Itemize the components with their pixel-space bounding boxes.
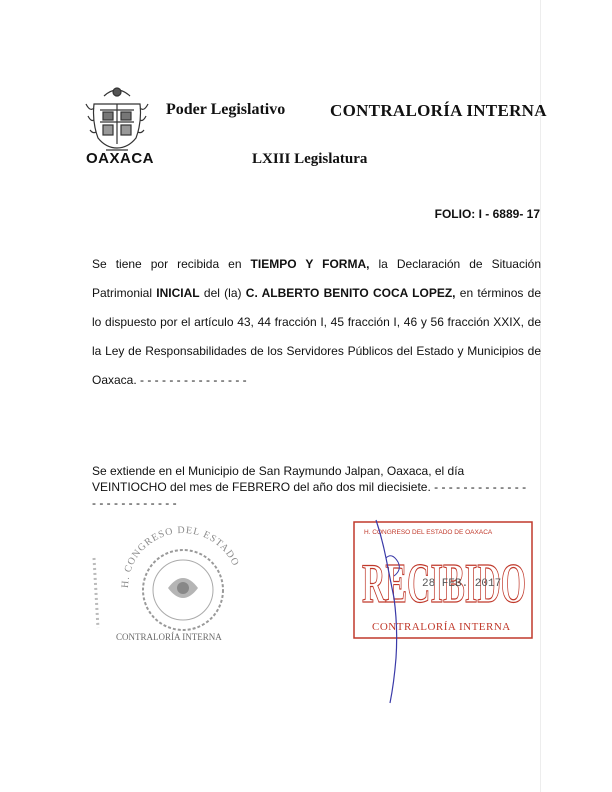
stamp-received-word: RECIBIDO	[362, 553, 526, 615]
signature-mark	[368, 518, 428, 708]
body-bold-inicial: INICIAL	[156, 286, 200, 300]
folio-number: I - 6889- 17	[478, 207, 540, 221]
legislature-title: LXIII Legislatura	[252, 151, 368, 167]
body-bold-time: TIEMPO Y FORMA,	[250, 257, 370, 271]
seal-inner-text: CONTRALORÍA INTERNA	[116, 632, 222, 642]
body-text-1: Se tiene por recibida en	[92, 257, 251, 271]
stamp-top-text: H. CONGRESO DEL ESTADO DE OAXACA	[364, 529, 493, 536]
dept-name: CONTRALORÍA INTERNA	[330, 101, 547, 120]
state-name: OAXACA	[86, 150, 155, 167]
official-seal-left	[88, 508, 278, 658]
body-text-2: la Declaración de Situación Patrimonial	[92, 257, 541, 300]
folio-line	[400, 207, 540, 221]
folio-label: FOLIO:	[434, 207, 476, 221]
body-text-4: en términos de lo dispuesto por el artículo 43, 44 fracción I, 45 fracción I, 46 y 56 fracción XXIX, de la Ley de Responsabilidades de los Servidores Públicos del Estado y Municipios de Oaxaca. - - - - - - - - - - - - - - -	[92, 286, 542, 387]
body-bold-name: C. ALBERTO BENITO COCA LOPEZ,	[245, 286, 456, 300]
closing-paragraph: Se extiende en el Municipio de San Raymundo Jalpan, Oaxaca, el día VEINTIOCHO del mes de FEBRERO del año dos mil diecisiete. - - - - - - - - - - - - - - - - - - - - - - - - -	[92, 464, 527, 510]
seal-ring-text: H. CONGRESO DEL ESTADO	[119, 524, 242, 589]
stamp-date: 28 FEB. 2017	[422, 578, 502, 590]
oaxaca-crest-icon	[84, 82, 150, 152]
stamp-bottom-text: CONTRALORÍA INTERNA	[372, 621, 511, 633]
body-paragraph	[92, 250, 541, 395]
org-name: Poder Legislativo	[166, 101, 286, 118]
body-text-3: del (la)	[199, 286, 246, 300]
